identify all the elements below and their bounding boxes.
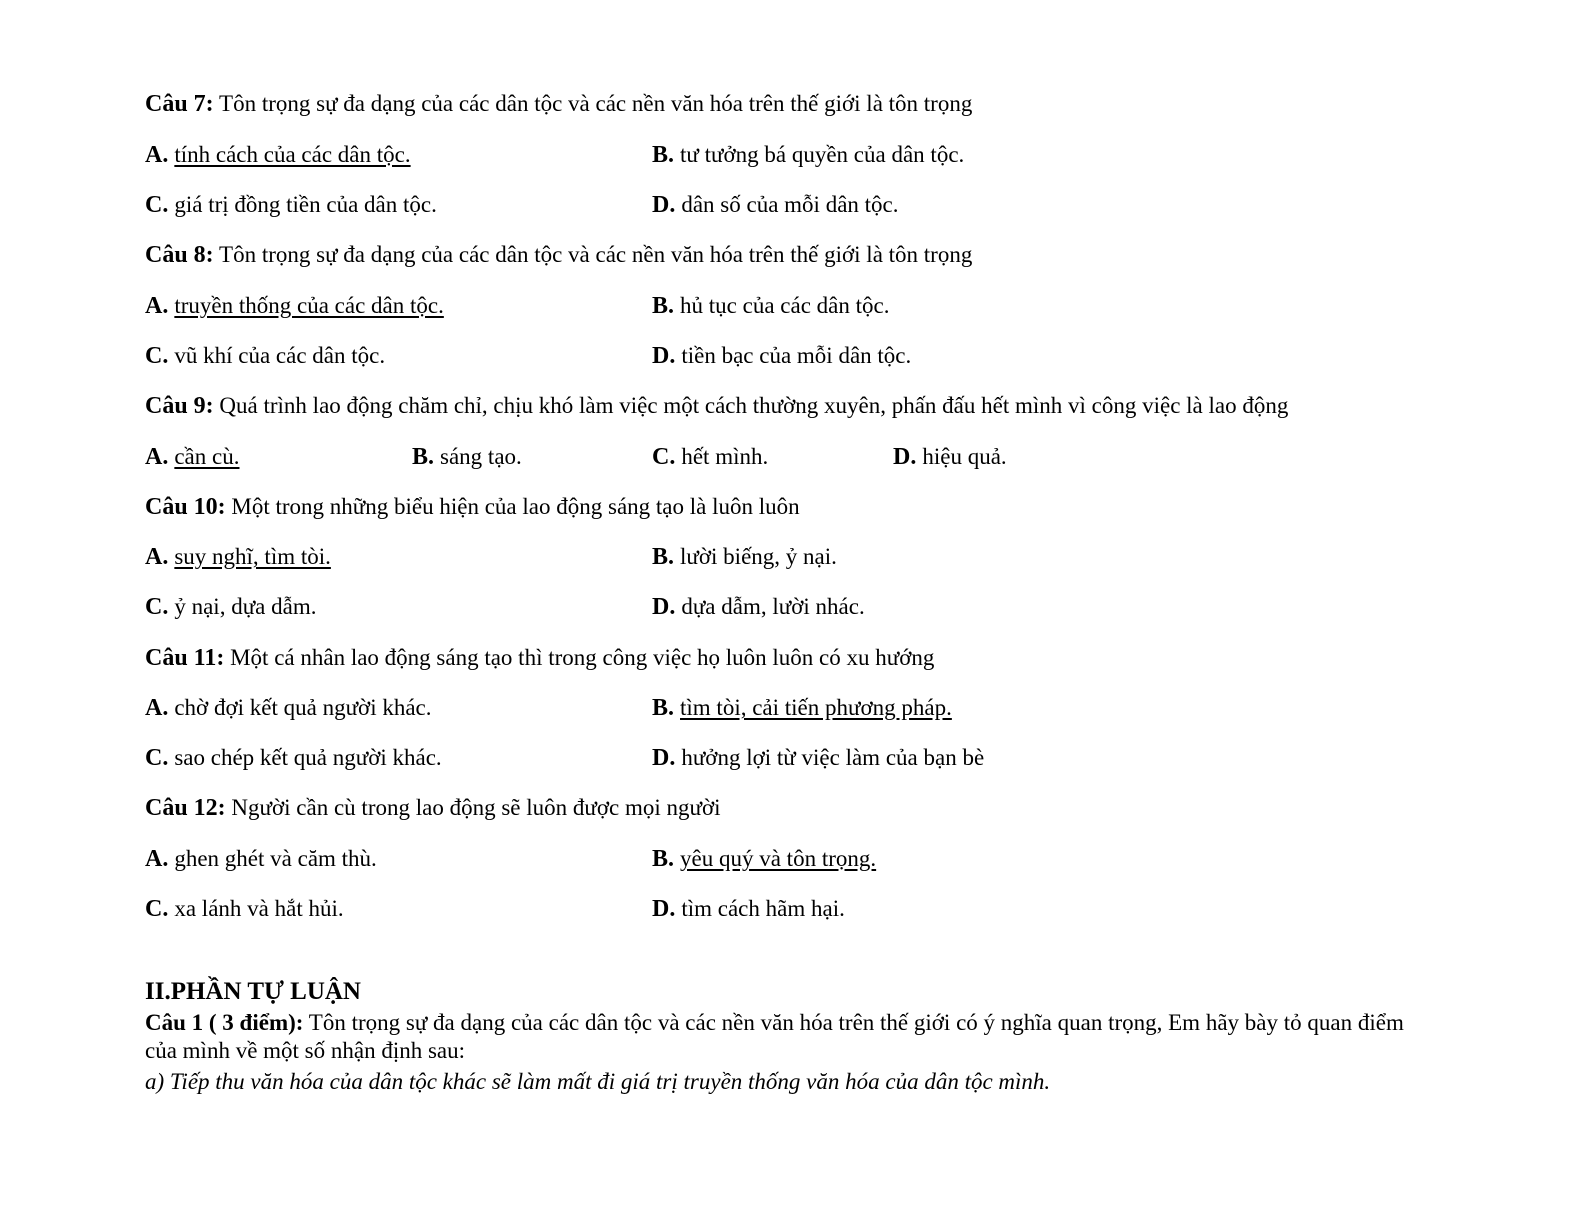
option-text: truyền thống của các dân tộc.: [174, 293, 444, 318]
option-letter: D.: [652, 192, 676, 218]
option-letter: D.: [652, 896, 676, 922]
option-d: [652, 744, 984, 772]
option-text: dân số của mỗi dân tộc.: [681, 192, 899, 217]
option-text: hiệu quả.: [922, 444, 1007, 469]
option-letter: C.: [145, 192, 169, 218]
option-text: hết mình.: [681, 444, 769, 469]
option-letter: C.: [145, 745, 169, 771]
option-letter: B.: [652, 142, 675, 168]
option-text: vũ khí của các dân tộc.: [174, 343, 386, 368]
option-letter: D.: [652, 745, 676, 771]
option-text: sao chép kết quả người khác.: [174, 745, 442, 770]
option-text: ỷ nại, dựa dẫm.: [174, 594, 317, 619]
option-letter: B.: [652, 544, 675, 570]
option-text: hưởng lợi từ việc làm của bạn bè: [681, 745, 985, 770]
question-text: Tôn trọng sự đa dạng của các dân tộc và các nền văn hóa trên thế giới là tôn trọng: [219, 91, 973, 116]
option-a: [145, 694, 432, 722]
option-text: tư tưởng bá quyền của dân tộc.: [680, 142, 965, 167]
question-text: Một trong những biểu hiện của lao động sáng tạo là luôn luôn: [231, 494, 800, 519]
option-letter: A.: [145, 544, 169, 570]
option-d: [652, 895, 845, 923]
option-a: [145, 141, 411, 169]
option-c: [145, 744, 442, 772]
option-b: [652, 845, 876, 873]
option-letter: A.: [145, 846, 169, 872]
option-c: [145, 342, 385, 370]
option-letter: C.: [652, 444, 676, 470]
option-d: [652, 342, 911, 370]
option-text: tính cách của các dân tộc.: [174, 142, 411, 167]
option-letter: B.: [652, 846, 675, 872]
essay-statement-a: a) Tiếp thu văn hóa của dân tộc khác sẽ làm mất đi giá trị truyền thống văn hóa của dân tộc mình.: [145, 1069, 1051, 1094]
option-letter: C.: [145, 343, 169, 369]
option-b: [652, 543, 837, 571]
essay-section-heading: II.PHẦN TỰ LUẬN: [145, 978, 361, 1005]
option-letter: C.: [145, 896, 169, 922]
question-label: Câu 8:: [145, 242, 214, 268]
option-c: [145, 593, 316, 621]
question-label: Câu 12:: [145, 795, 226, 821]
question-text: Quá trình lao động chăm chỉ, chịu khó làm việc một cách thường xuyên, phấn đấu hết mình vì công việc là lao động: [219, 393, 1289, 418]
option-letter: B.: [412, 444, 435, 470]
option-a: [145, 543, 331, 571]
option-letter: A.: [145, 444, 169, 470]
option-letter: D.: [893, 444, 917, 470]
option-letter: A.: [145, 142, 169, 168]
option-letter: C.: [145, 594, 169, 620]
option-letter: B.: [652, 293, 675, 319]
question-10: [145, 493, 800, 521]
option-b: [652, 141, 964, 169]
option-c: [145, 895, 344, 923]
option-text: giá trị đồng tiền của dân tộc.: [174, 192, 437, 217]
question-label: Câu 9:: [145, 393, 214, 419]
option-letter: A.: [145, 293, 169, 319]
option-a: [145, 443, 239, 471]
option-text: lười biếng, ỷ nại.: [680, 544, 837, 569]
option-b: [652, 292, 889, 320]
option-text: hủ tục của các dân tộc.: [680, 293, 890, 318]
option-c: [145, 191, 437, 219]
question-12: [145, 794, 721, 822]
option-d: [652, 191, 899, 219]
option-c: [652, 443, 768, 471]
option-text: sáng tạo.: [440, 444, 522, 469]
question-7: [145, 90, 972, 118]
option-letter: B.: [652, 695, 675, 721]
option-b: [652, 694, 952, 722]
question-label: Câu 10:: [145, 494, 226, 520]
question-11: [145, 644, 934, 672]
option-a: [145, 292, 444, 320]
question-8: [145, 241, 972, 269]
option-text: yêu quý và tôn trọng.: [680, 846, 877, 871]
essay-question-1: [145, 1009, 1435, 1065]
option-letter: D.: [652, 594, 676, 620]
option-d: [893, 443, 1007, 471]
question-9: [145, 392, 1288, 420]
option-letter: D.: [652, 343, 676, 369]
option-text: tìm cách hãm hại.: [681, 896, 845, 921]
option-text: dựa dẫm, lười nhác.: [681, 594, 865, 619]
question-label: Câu 11:: [145, 645, 225, 671]
question-text: Người cần cù trong lao động sẽ luôn được mọi người: [231, 795, 721, 820]
question-text: Tôn trọng sự đa dạng của các dân tộc và các nền văn hóa trên thế giới có ý nghĩa quan trọng, Em hãy bày tỏ quan điểm của mình về một số nhận định sau:: [145, 1010, 1404, 1063]
option-d: [652, 593, 865, 621]
option-text: tiền bạc của mỗi dân tộc.: [681, 343, 912, 368]
question-label: Câu 1 ( 3 điểm):: [145, 1010, 304, 1035]
option-a: [145, 845, 377, 873]
question-text: Một cá nhân lao động sáng tạo thì trong công việc họ luôn luôn có xu hướng: [230, 645, 935, 670]
question-label: Câu 7:: [145, 91, 214, 117]
option-letter: A.: [145, 695, 169, 721]
question-text: Tôn trọng sự đa dạng của các dân tộc và các nền văn hóa trên thế giới là tôn trọng: [219, 242, 973, 267]
option-text: ghen ghét và căm thù.: [174, 846, 377, 871]
option-text: xa lánh và hắt hủi.: [174, 896, 344, 921]
option-text: cần cù.: [174, 444, 240, 469]
option-text: tìm tòi, cải tiến phương pháp.: [680, 695, 952, 720]
option-text: suy nghĩ, tìm tòi.: [174, 544, 331, 569]
option-b: [412, 443, 522, 471]
option-text: chờ đợi kết quả người khác.: [174, 695, 432, 720]
